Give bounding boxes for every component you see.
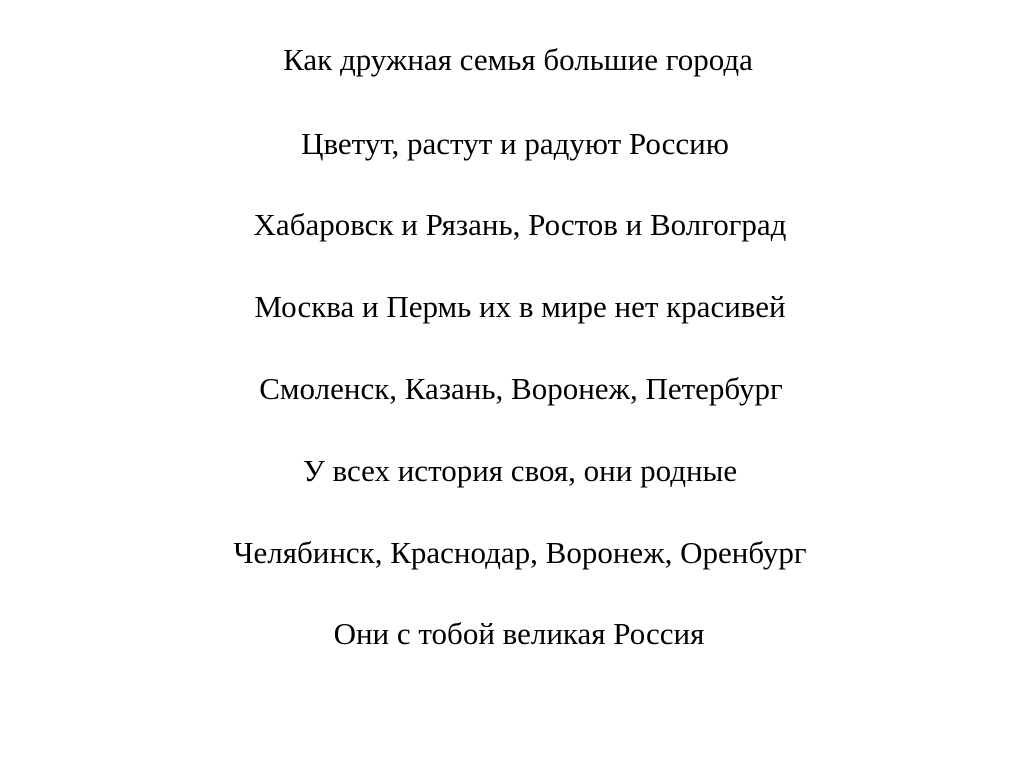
poem-line-7: Челябинск, Краснодар, Воронеж, Оренбург xyxy=(233,535,807,570)
poem-line-8: Они с тобой великая Россия xyxy=(333,616,705,651)
poem-line-1: Как дружная семья большие города xyxy=(283,42,753,77)
poem-line-4: Москва и Пермь их в мире нет красивей xyxy=(254,289,786,324)
poem-line-3: Хабаровск и Рязань, Ростов и Волгоград xyxy=(253,207,787,242)
poem-line-6: У всех история своя, они родные xyxy=(302,453,738,488)
poem-line-5: Смоленск, Казань, Воронеж, Петербург xyxy=(259,371,783,406)
poem-line-2: Цветут, растут и радуют Россию xyxy=(301,126,729,161)
